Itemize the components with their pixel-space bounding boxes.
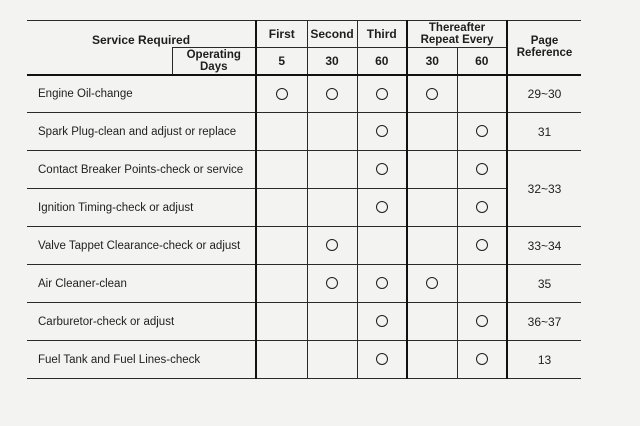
mark-cell xyxy=(357,75,407,113)
mark-cell xyxy=(457,113,507,151)
mark-cell xyxy=(407,265,457,303)
service-cell xyxy=(27,75,256,113)
mark-cell xyxy=(256,189,307,227)
repeat-b-days-value: 60 xyxy=(475,53,489,68)
check-circle-icon xyxy=(476,315,488,327)
page-ref-value: 36~37 xyxy=(527,314,562,329)
page-ref-value: 33~34 xyxy=(527,238,562,253)
table-row xyxy=(27,189,581,227)
first-days-value: 5 xyxy=(278,53,286,68)
page-ref-cell xyxy=(507,303,581,341)
check-circle-icon xyxy=(376,277,388,289)
check-circle-icon xyxy=(476,125,488,137)
page-ref-value: 13 xyxy=(537,352,552,367)
service-required-spacer xyxy=(27,48,172,75)
check-circle-icon xyxy=(376,163,388,175)
page-ref-value: 31 xyxy=(537,124,552,139)
table-row xyxy=(27,151,581,189)
first-header xyxy=(256,21,307,48)
service-label: Contact Breaker Points-check or service xyxy=(38,163,244,176)
service-cell xyxy=(27,189,256,227)
repeat-a-days-value: 30 xyxy=(425,53,439,68)
page-ref-cell xyxy=(507,151,581,227)
mark-cell xyxy=(457,303,507,341)
second-days-value: 30 xyxy=(325,53,339,68)
mark-cell xyxy=(256,265,307,303)
mark-cell xyxy=(457,265,507,303)
service-required-label: Service Required xyxy=(91,33,191,47)
mark-cell xyxy=(307,189,357,227)
mark-cell xyxy=(256,75,307,113)
third-days-cell xyxy=(357,48,407,75)
first-label: First xyxy=(268,27,295,41)
first-days-cell xyxy=(256,48,307,75)
page-ref-cell xyxy=(507,113,581,151)
maintenance-schedule-table xyxy=(27,20,581,379)
table-row xyxy=(27,341,581,379)
check-circle-icon xyxy=(326,239,338,251)
header-row xyxy=(27,21,581,48)
mark-cell xyxy=(307,151,357,189)
mark-cell xyxy=(457,75,507,113)
check-circle-icon xyxy=(376,315,388,327)
service-label: Spark Plug-clean and adjust or replace xyxy=(38,125,237,138)
mark-cell xyxy=(357,113,407,151)
mark-cell xyxy=(357,189,407,227)
page-ref-cell xyxy=(507,265,581,303)
second-days-cell xyxy=(307,48,357,75)
repeat-a-days-cell xyxy=(407,48,457,75)
service-label: Valve Tappet Clearance-check or adjust xyxy=(38,239,241,252)
check-circle-icon xyxy=(376,125,388,137)
table-row xyxy=(27,227,581,265)
check-circle-icon xyxy=(326,277,338,289)
mark-cell xyxy=(407,151,457,189)
mark-cell xyxy=(357,227,407,265)
mark-cell xyxy=(457,341,507,379)
service-label: Engine Oil-change xyxy=(38,87,133,100)
check-circle-icon xyxy=(426,277,438,289)
mark-cell xyxy=(357,303,407,341)
operating-days-header xyxy=(172,48,256,75)
mark-cell xyxy=(307,265,357,303)
check-circle-icon xyxy=(276,88,288,100)
third-header xyxy=(357,21,407,48)
mark-cell xyxy=(407,189,457,227)
table-row xyxy=(27,265,581,303)
third-days-value: 60 xyxy=(375,53,389,68)
repeat-b-days-cell xyxy=(457,48,507,75)
page-ref-value: 32~33 xyxy=(527,181,562,196)
mark-cell xyxy=(307,341,357,379)
page-reference-header xyxy=(507,21,581,75)
mark-cell xyxy=(407,303,457,341)
mark-cell xyxy=(407,113,457,151)
mark-cell xyxy=(256,303,307,341)
mark-cell xyxy=(256,227,307,265)
check-circle-icon xyxy=(376,353,388,365)
mark-cell xyxy=(457,227,507,265)
mark-cell xyxy=(256,151,307,189)
page-ref-cell xyxy=(507,75,581,113)
check-circle-icon xyxy=(476,353,488,365)
thereafter-label: Thereafter Repeat Every xyxy=(420,22,494,46)
mark-cell xyxy=(457,151,507,189)
mark-cell xyxy=(357,265,407,303)
table-row xyxy=(27,303,581,341)
service-cell xyxy=(27,265,256,303)
service-label: Air Cleaner-clean xyxy=(38,277,127,290)
service-cell xyxy=(27,113,256,151)
subheader-row xyxy=(27,48,581,75)
service-label: Carburetor-check or adjust xyxy=(38,315,175,328)
thereafter-header xyxy=(407,21,507,48)
mark-cell xyxy=(407,341,457,379)
mark-cell xyxy=(307,303,357,341)
check-circle-icon xyxy=(326,88,338,100)
check-circle-icon xyxy=(376,88,388,100)
mark-cell xyxy=(407,75,457,113)
table-row xyxy=(27,113,581,151)
page-ref-value: 29~30 xyxy=(527,86,562,101)
service-cell xyxy=(27,303,256,341)
mark-cell xyxy=(357,341,407,379)
service-cell xyxy=(27,151,256,189)
second-label: Second xyxy=(310,27,354,41)
check-circle-icon xyxy=(376,201,388,213)
mark-cell xyxy=(307,75,357,113)
page-ref-cell xyxy=(507,227,581,265)
mark-cell xyxy=(307,227,357,265)
mark-cell xyxy=(457,189,507,227)
page-ref-value: 35 xyxy=(537,276,552,291)
second-header xyxy=(307,21,357,48)
check-circle-icon xyxy=(476,201,488,213)
mark-cell xyxy=(256,341,307,379)
service-cell xyxy=(27,341,256,379)
mark-cell xyxy=(357,151,407,189)
page-ref-cell xyxy=(507,341,581,379)
check-circle-icon xyxy=(476,163,488,175)
table-row xyxy=(27,75,581,113)
page-reference-label: Page Reference xyxy=(516,35,573,60)
third-label: Third xyxy=(366,27,397,41)
mark-cell xyxy=(307,113,357,151)
service-label: Ignition Timing-check or adjust xyxy=(38,201,194,214)
check-circle-icon xyxy=(476,239,488,251)
check-circle-icon xyxy=(426,88,438,100)
service-required-header xyxy=(27,21,256,48)
operating-days-label: Operating Days xyxy=(186,48,241,73)
service-cell xyxy=(27,227,256,265)
mark-cell xyxy=(407,227,457,265)
mark-cell xyxy=(256,113,307,151)
service-label: Fuel Tank and Fuel Lines-check xyxy=(38,353,201,366)
